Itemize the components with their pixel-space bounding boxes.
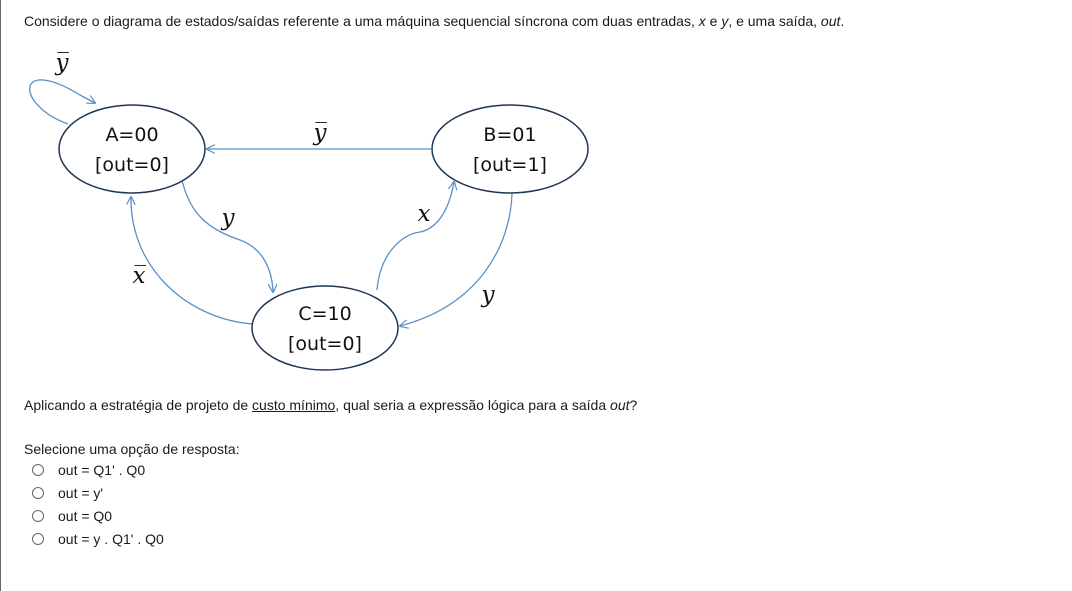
question-text <box>24 397 637 413</box>
label-b-to-a: y̅ <box>313 120 327 146</box>
label-b-to-c: y <box>481 282 495 308</box>
state-c <box>252 286 398 370</box>
edge-c-to-b <box>377 182 454 290</box>
question-middle: , qual seria a expressão lógica para a saída <box>335 397 611 413</box>
edge-c-to-a <box>131 197 254 324</box>
question-underlined-term: custo mínimo <box>252 397 336 413</box>
state-b <box>432 105 588 193</box>
question-var-out: out <box>610 397 630 413</box>
state-c-name: C=10 <box>298 303 352 325</box>
intro-and: e <box>705 13 722 29</box>
question-prefix: Aplicando a estratégia de projeto de <box>24 397 253 413</box>
state-b-name: B=01 <box>483 124 537 146</box>
option-label: out = y' <box>58 484 104 501</box>
label-a-self: y̅ <box>55 50 69 76</box>
state-a-name: A=00 <box>105 124 159 146</box>
answer-option[interactable] <box>32 458 164 481</box>
radio-button[interactable] <box>32 487 44 499</box>
option-label: out = Q1' . Q0 <box>58 461 146 478</box>
answer-option[interactable] <box>32 504 164 527</box>
intro-var-out: out <box>820 13 841 29</box>
radio-button[interactable] <box>32 464 44 476</box>
answer-prompt: Selecione uma opção de resposta: <box>24 441 240 457</box>
state-a <box>59 105 205 193</box>
intro-var-y: y <box>721 13 729 29</box>
intro-middle: , e uma saída, <box>728 13 821 29</box>
state-a-output: [out=0] <box>95 154 169 176</box>
intro-var-x: x <box>698 13 706 29</box>
radio-button[interactable] <box>32 533 44 545</box>
question-end: ? <box>629 397 638 413</box>
option-label: out = Q0 <box>58 507 113 524</box>
intro-end: . <box>840 13 845 29</box>
answer-option[interactable] <box>32 527 164 550</box>
intro-prefix: Considere o diagrama de estados/saídas referente a uma máquina sequencial síncrona com duas entradas, <box>24 13 699 29</box>
answer-options <box>32 458 164 550</box>
edge-a-to-c <box>182 180 273 292</box>
label-a-to-c: y <box>221 205 235 231</box>
option-label: out = y . Q1' . Q0 <box>58 530 164 547</box>
answer-option[interactable] <box>32 481 164 504</box>
label-c-to-b: x <box>417 201 431 227</box>
label-c-to-a: x̅ <box>132 263 146 289</box>
state-b-output: [out=1] <box>473 154 547 176</box>
state-c-output: [out=0] <box>288 333 362 355</box>
radio-button[interactable] <box>32 510 44 522</box>
